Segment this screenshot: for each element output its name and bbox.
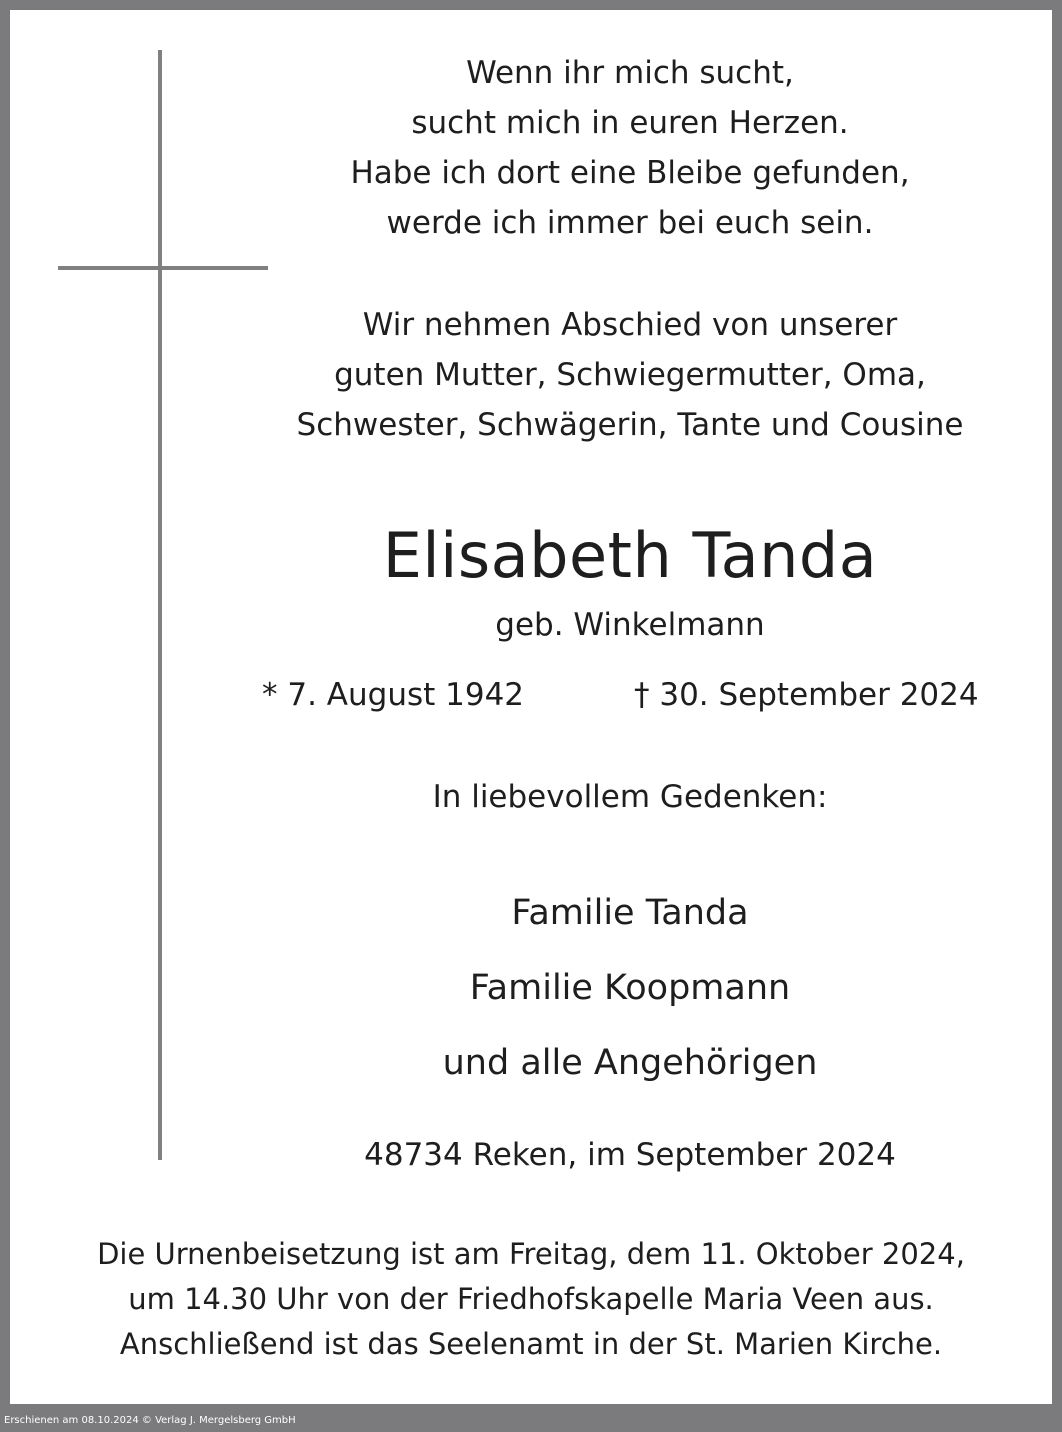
poem-line: Wenn ihr mich sucht, <box>466 55 794 91</box>
poem-line: Habe ich dort eine Bleibe gefunden, <box>350 155 910 191</box>
poem <box>260 48 1000 248</box>
place-date: 48734 Reken, im September 2024 <box>364 1137 896 1173</box>
poem-line: sucht mich in euren Herzen. <box>411 105 849 141</box>
mourner-item: Familie Koopmann <box>469 968 791 1008</box>
poem-line: werde ich immer bei euch sein. <box>386 205 874 241</box>
mourner-item: und alle Angehörigen <box>442 1043 818 1083</box>
death-date: † 30. September 2024 <box>634 677 979 713</box>
burial-line: um 14.30 Uhr von der Friedhofskapelle Maria Veen aus. <box>128 1282 934 1316</box>
farewell-line: Wir nehmen Abschied von unserer <box>362 307 898 343</box>
farewell-line: Schwester, Schwägerin, Tante und Cousine <box>296 407 964 443</box>
cross-icon-crossbar <box>58 266 268 270</box>
burial-line: Anschließend ist das Seelenamt in der St. Marien Kirche. <box>119 1327 943 1361</box>
publication-footer: Erschienen am 08.10.2024 © Verlag J. Mergelsberg GmbH <box>4 1415 296 1426</box>
obituary-notice <box>10 10 1052 1404</box>
deceased-name: Elisabeth Tanda <box>382 519 878 592</box>
birth-date: * 7. August 1942 <box>262 677 525 713</box>
maiden-name: geb. Winkelmann <box>495 607 765 643</box>
cross-icon <box>158 50 162 1160</box>
mourners-list <box>260 876 1000 1101</box>
remembrance-heading: In liebevollem Gedenken: <box>432 779 828 815</box>
farewell-line: guten Mutter, Schwiegermutter, Oma, <box>334 357 926 393</box>
mourner-item: Familie Tanda <box>511 893 749 933</box>
farewell-text <box>260 300 1000 450</box>
burial-notice <box>20 1232 1042 1367</box>
burial-line: Die Urnenbeisetzung ist am Freitag, dem 11. Oktober 2024, <box>97 1237 965 1271</box>
